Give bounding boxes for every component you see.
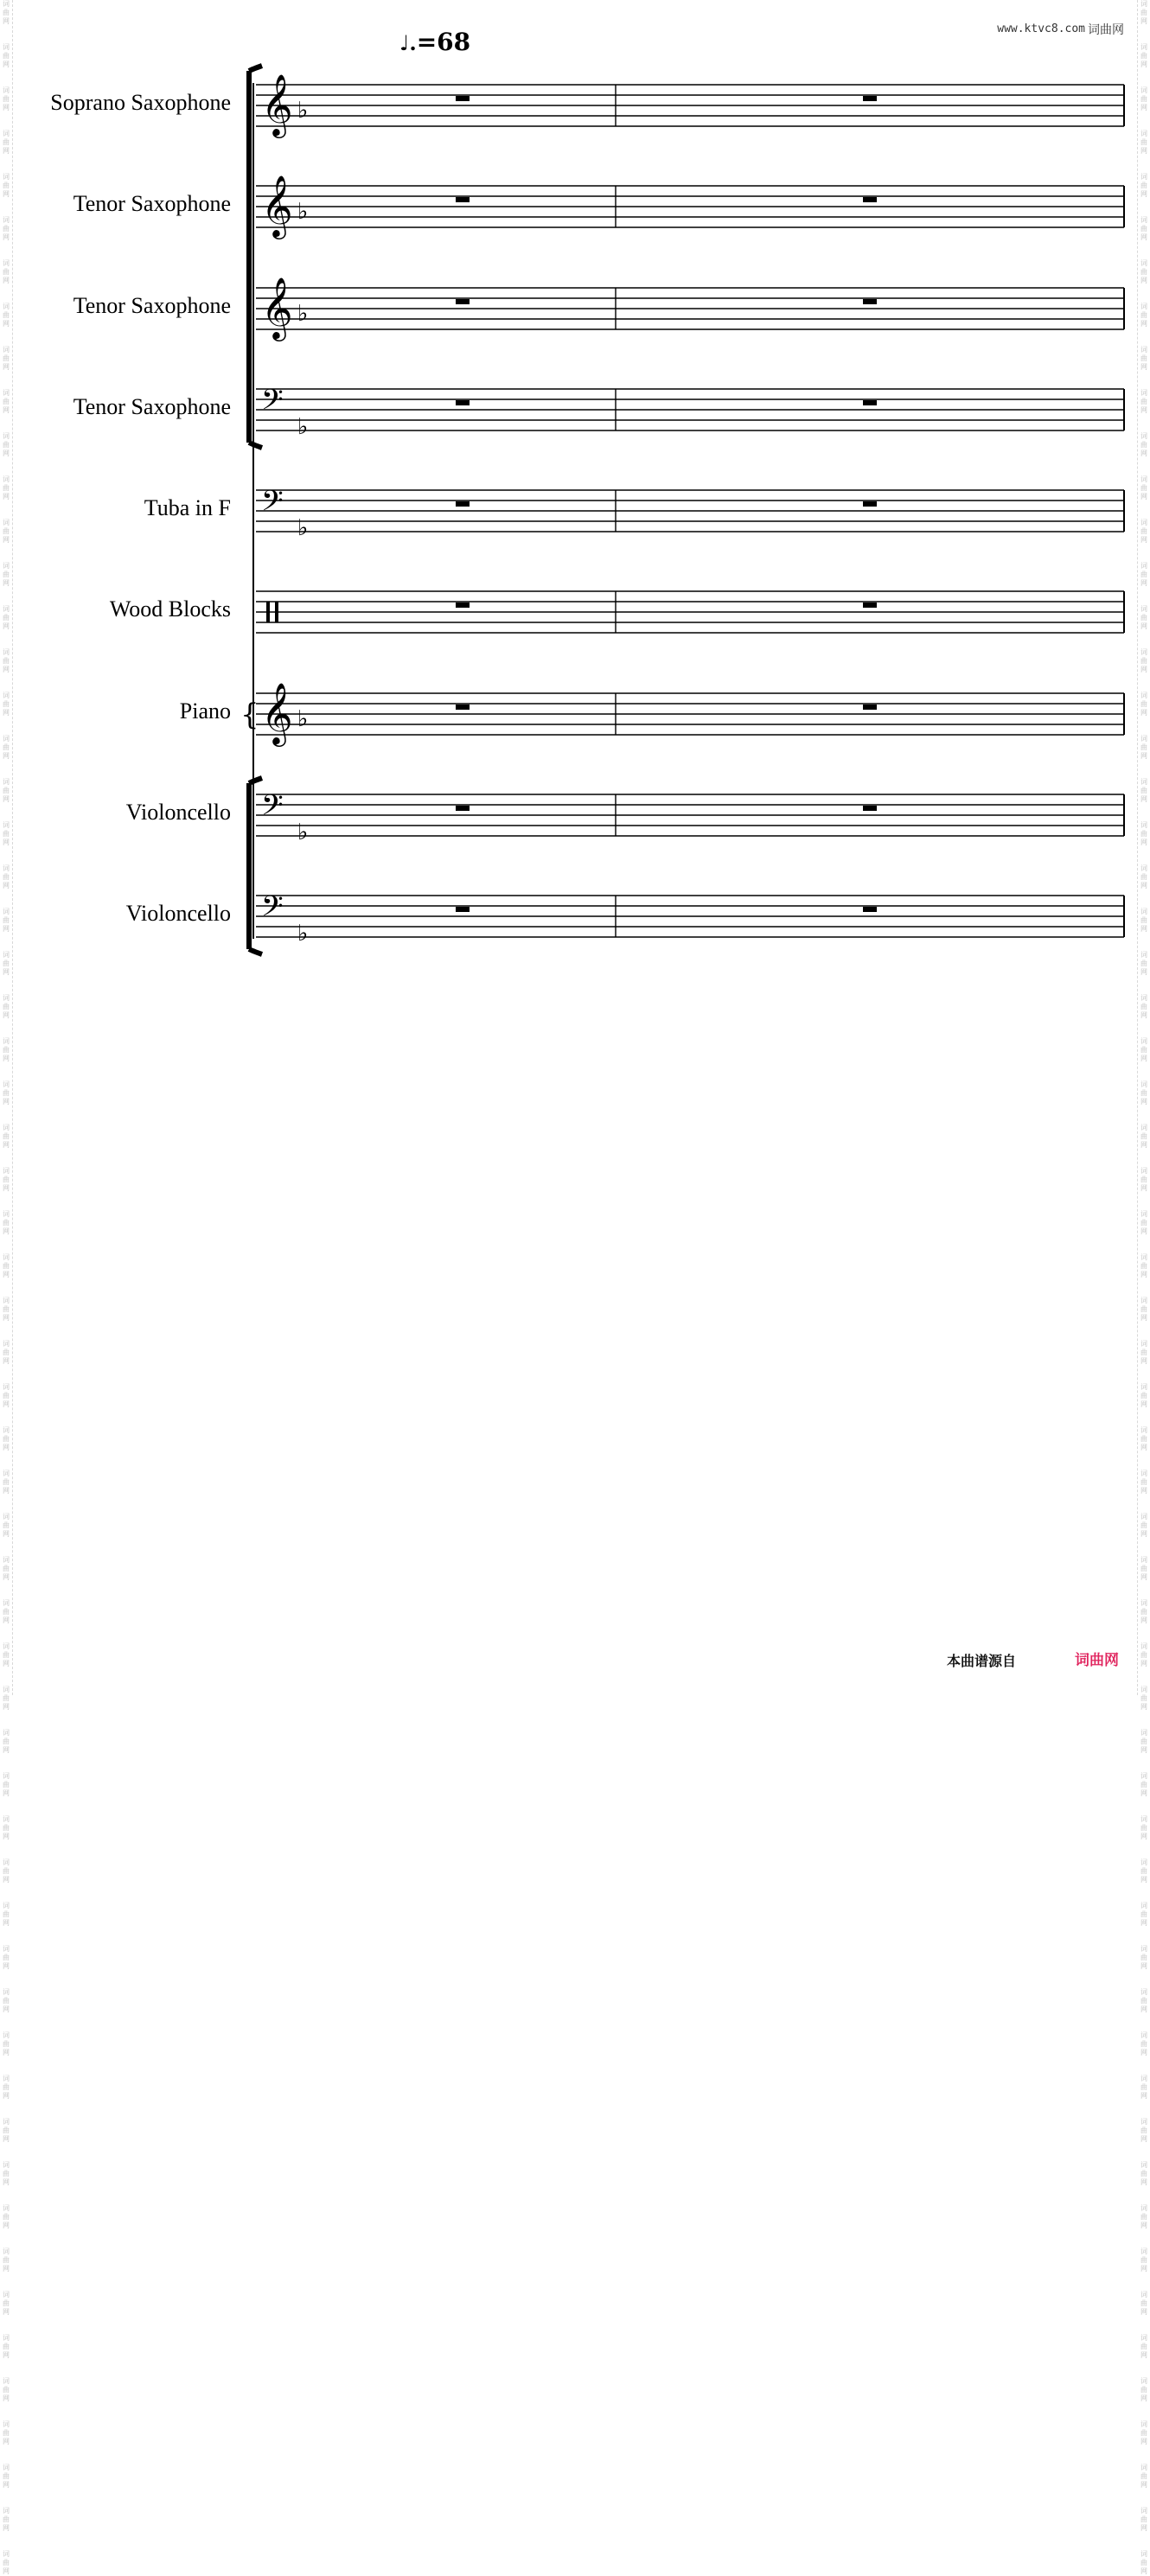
whole-rest-icon — [456, 96, 470, 101]
saxophone-bracket — [249, 66, 262, 448]
whole-rest-icon — [863, 907, 877, 912]
watermark-url: www.ktvc8.com — [997, 22, 1085, 35]
bass-clef-icon: 𝄢 — [261, 384, 284, 424]
treble-clef-icon: 𝄞 — [261, 73, 293, 136]
instrument-label-9: Violoncello — [125, 901, 231, 926]
whole-rest-icon — [456, 197, 470, 202]
dotted-quarter-note-icon: ♩. — [399, 30, 417, 55]
bass-clef-icon: 𝄢 — [261, 890, 284, 930]
flat-key-icon: ♭ — [297, 819, 309, 845]
instrument-label-3: Tenor Saxophone — [73, 293, 231, 318]
whole-rest-icon — [456, 705, 470, 710]
instrument-label-1: Soprano Saxophone — [50, 90, 231, 115]
whole-rest-icon — [863, 400, 877, 405]
instrument-label-7: Piano — [179, 698, 231, 724]
percussion-clef-icon — [275, 602, 278, 622]
flat-key-icon: ♭ — [297, 98, 309, 124]
tempo-value: =68 — [416, 28, 471, 56]
bass-clef-icon: 𝄢 — [261, 485, 284, 525]
flat-key-icon: ♭ — [297, 414, 309, 440]
left-strip-text: 词 曲 网 词 曲 网 词 曲 网 词 曲 网 词 曲 网 词 曲 网 词 曲 网 词 曲 网 词 曲 网 词 曲 网 词 曲 网 词 曲 网 词 曲 网 词 曲 网 词 曲 网 词 曲 网 词 曲 网 词 曲 网 词 曲 网 词 曲 网 词 曲 网 词 曲 网 词 曲 网 词 曲 网 词 曲 网 词 曲 网 词 曲 网 词 曲 网 词 曲 网 词 曲 网 词 曲 网 词 曲 网 词 曲 网 词 曲 网 词 曲 网 词 曲 网 词 曲 网 词 曲 网 词 曲 网 词 曲 网 词 曲 网 词 曲 网 词 曲 网 词 曲 网 词 曲 网 词 曲 网 词 曲 网 词 曲 网 词 曲 网 词 曲 网 词 曲 网 词 曲 网 词 曲 网 词 曲 网 词 曲 网 词 曲 网 词 曲 网 词 曲 网 词 曲 网 词 曲 网 — [3, 0, 10, 2575]
instrument-label-5: Tuba in F — [144, 495, 231, 520]
flat-key-icon: ♭ — [297, 706, 309, 732]
whole-rest-icon — [863, 501, 877, 507]
percussion-clef-icon — [266, 602, 270, 622]
whole-rest-icon — [863, 197, 877, 202]
staff-group — [240, 66, 1124, 954]
footer-brand: 词曲网 — [1075, 1652, 1119, 1669]
flat-key-icon: ♭ — [297, 301, 309, 327]
treble-clef-icon: 𝄞 — [261, 276, 293, 339]
instrument-label-8: Violoncello — [125, 800, 231, 825]
whole-rest-icon — [863, 603, 877, 608]
whole-rest-icon — [456, 907, 470, 912]
site-name-top: 词曲网 — [1088, 23, 1124, 37]
whole-rest-icon — [863, 96, 877, 101]
instrument-label-2: Tenor Saxophone — [73, 191, 231, 216]
whole-rest-icon — [456, 299, 470, 304]
flat-key-icon: ♭ — [297, 515, 309, 541]
whole-rest-icon — [456, 501, 470, 507]
whole-rest-icon — [456, 603, 470, 608]
whole-rest-icon — [456, 806, 470, 811]
footer-source-text: 本曲谱源自 — [947, 1653, 1017, 1669]
whole-rest-icon — [456, 400, 470, 405]
whole-rest-icon — [863, 806, 877, 811]
treble-clef-icon: 𝄞 — [261, 174, 293, 237]
instrument-label-6: Wood Blocks — [109, 596, 231, 622]
bass-clef-icon: 𝄢 — [261, 789, 284, 829]
flat-key-icon: ♭ — [297, 199, 309, 225]
right-strip-text: 词 曲 网 词 曲 网 词 曲 网 词 曲 网 词 曲 网 词 曲 网 词 曲 网 词 曲 网 词 曲 网 词 曲 网 词 曲 网 词 曲 网 词 曲 网 词 曲 网 词 曲 网 词 曲 网 词 曲 网 词 曲 网 词 曲 网 词 曲 网 词 曲 网 词 曲 网 词 曲 网 词 曲 网 词 曲 网 词 曲 网 词 曲 网 词 曲 网 词 曲 网 词 曲 网 词 曲 网 词 曲 网 词 曲 网 词 曲 网 词 曲 网 词 曲 网 词 曲 网 词 曲 网 词 曲 网 词 曲 网 词 曲 网 词 曲 网 词 曲 网 词 曲 网 词 曲 网 词 曲 网 词 曲 网 词 曲 网 词 曲 网 词 曲 网 词 曲 网 词 曲 网 词 曲 网 词 曲 网 词 曲 网 词 曲 网 词 曲 网 词 曲 网 词 曲 网 词 曲 网 — [1140, 0, 1147, 2575]
treble-clef-icon: 𝄞 — [261, 681, 293, 744]
flat-key-icon: ♭ — [297, 921, 309, 947]
instrument-label-4: Tenor Saxophone — [73, 394, 231, 419]
piano-brace-icon: { — [240, 698, 259, 732]
whole-rest-icon — [863, 705, 877, 710]
whole-rest-icon — [863, 299, 877, 304]
